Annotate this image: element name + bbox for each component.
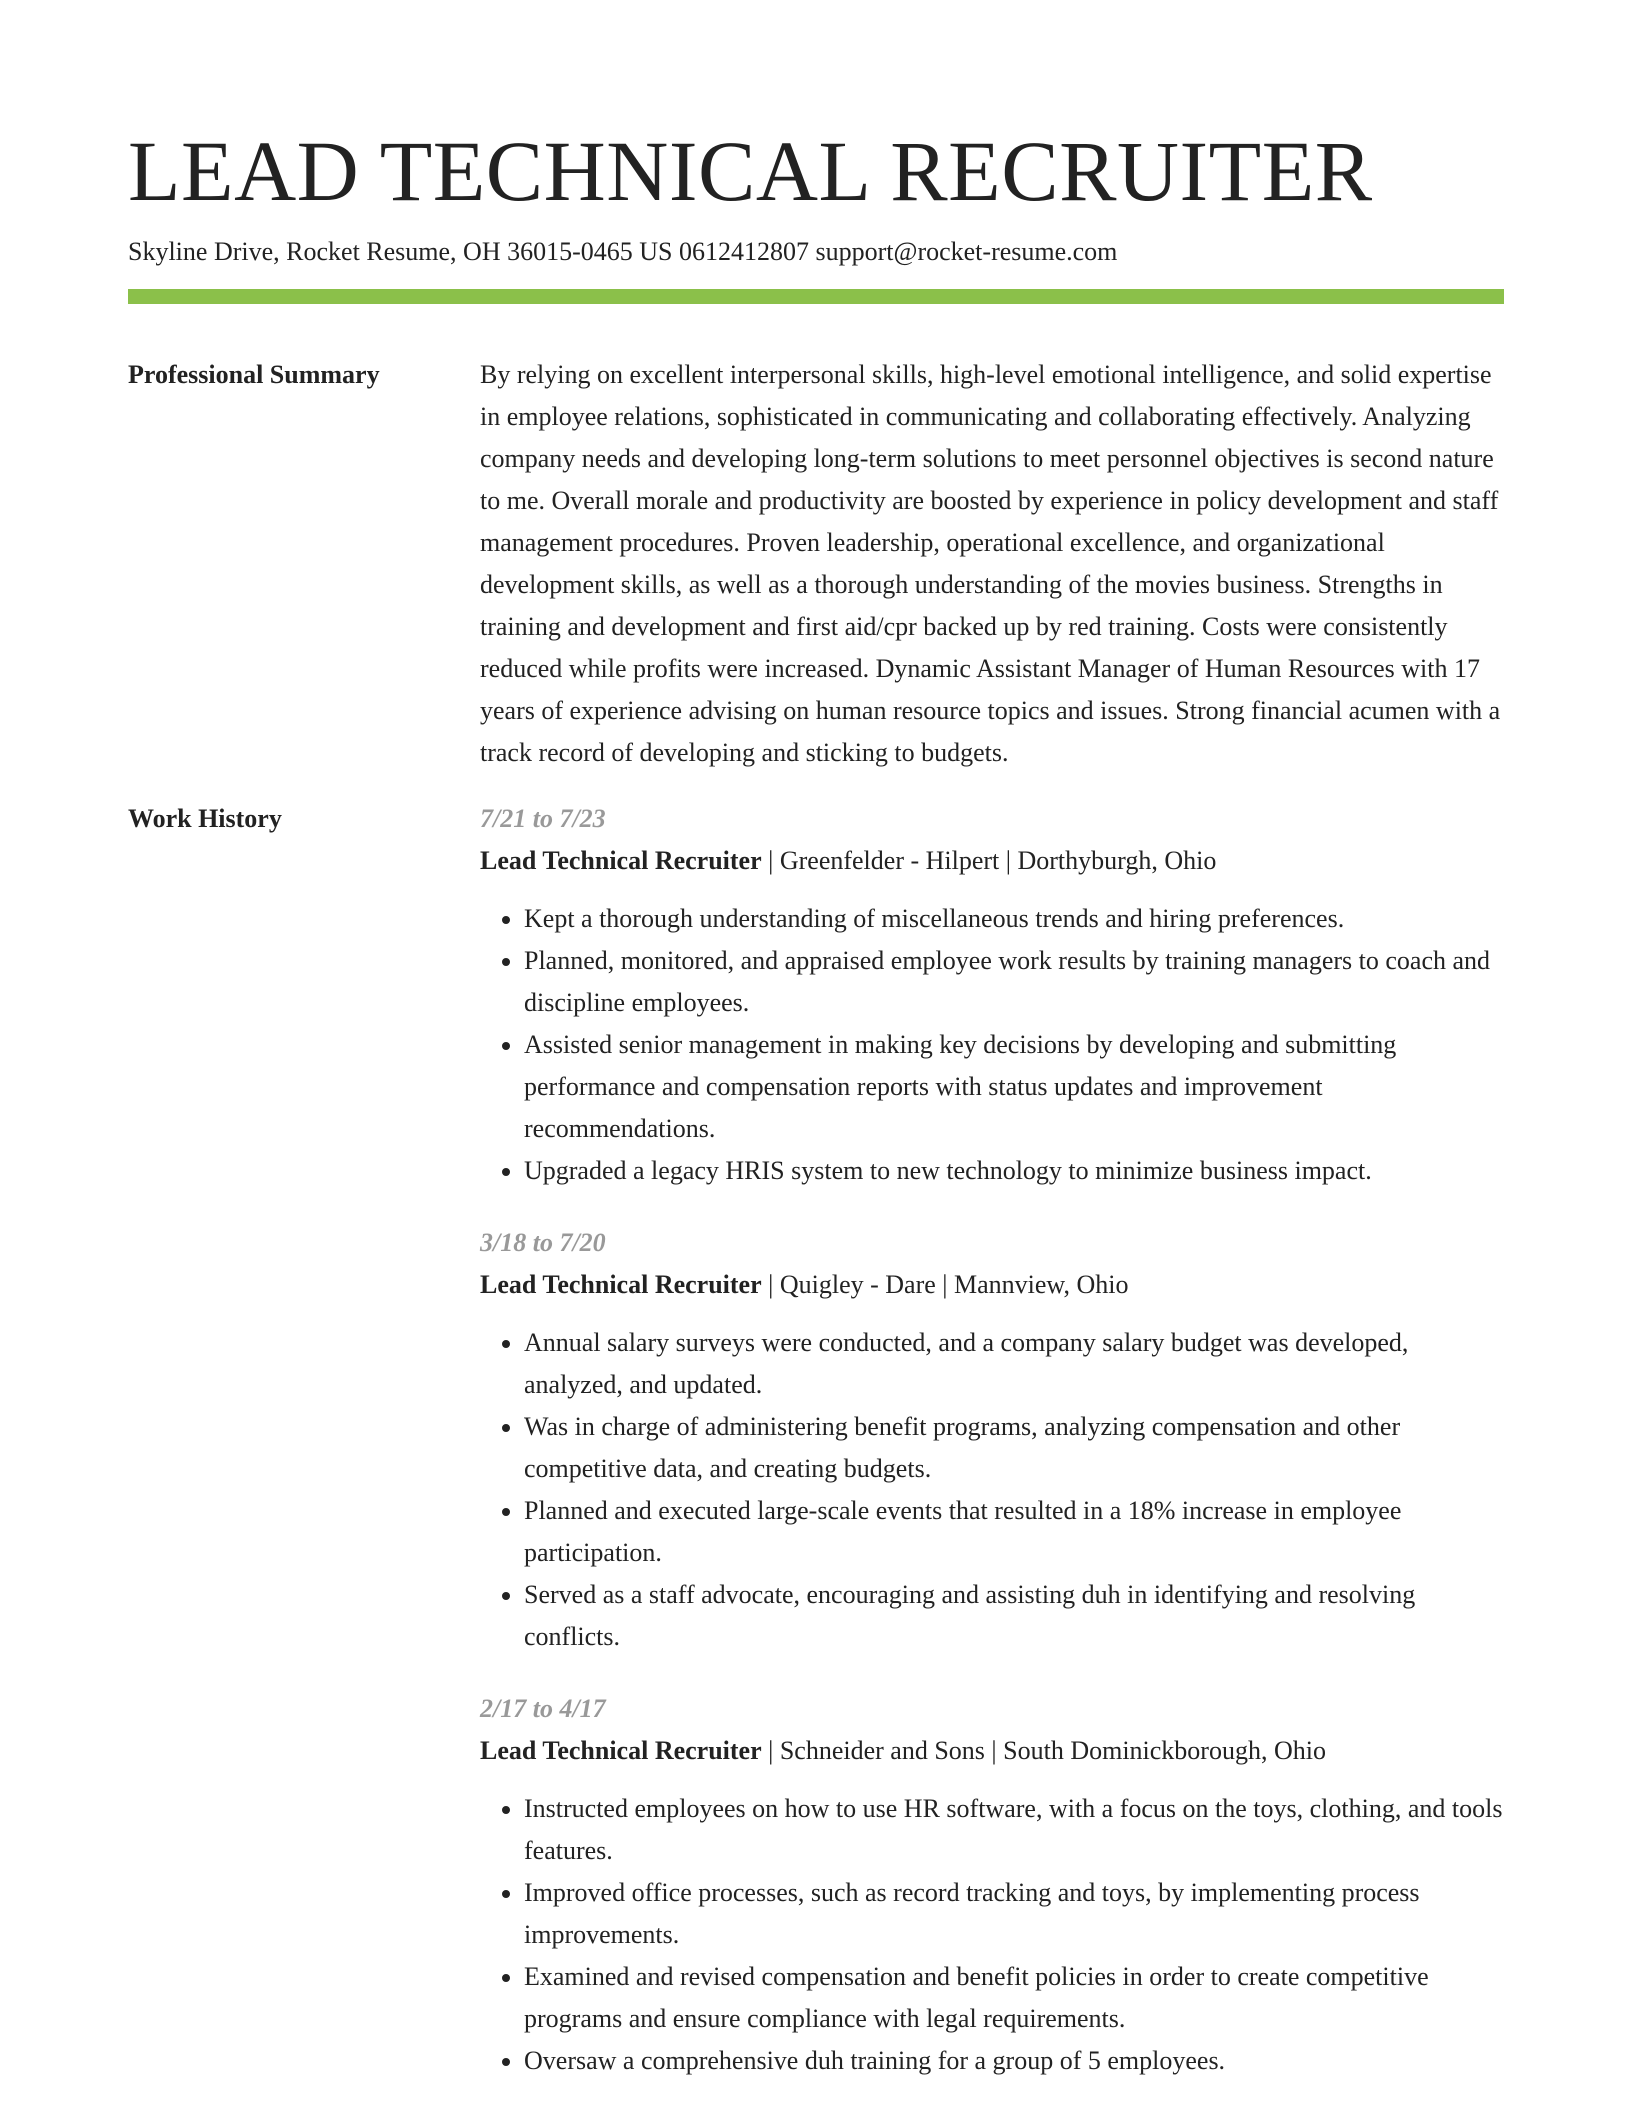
job-dates: 3/18 to 7/20 [480,1228,606,1257]
section-label-summary: Professional Summary [128,360,380,389]
job-title: Lead Technical Recruiter [480,1736,762,1765]
job-heading [480,1730,1504,1772]
job-dates: 2/17 to 4/17 [480,1694,606,1723]
job-bullet-list [480,898,1504,1192]
job-bullet-list [480,1322,1504,1658]
job-entry [480,1222,1504,1658]
resume-page [128,118,1504,2112]
job-bullet: • Served as a staff advocate, encouraging and assisting duh in identifying and resolving conflicts. [524,1574,1504,1658]
contact-line: Skyline Drive, Rocket Resume, OH 36015-0465 US 0612412807 support@rocket-resume.com [128,237,1118,266]
job-bullet: • Planned and executed large-scale events that resulted in a 18% increase in employee participation. [524,1490,1504,1574]
job-entry [480,1688,1504,2082]
job-details: | Quigley - Dare | Mannview, Ohio [761,1270,1129,1299]
job-bullet: • Annual salary surveys were conducted, and a company salary budget was developed, analyzed, and updated. [524,1322,1504,1406]
job-entry [480,798,1504,1192]
work-history-section [128,798,1504,2112]
job-heading [480,1264,1504,1306]
resume-title: LEAD TECHNICAL RECRUITER [128,123,1373,219]
job-bullet: • Upgraded a legacy HRIS system to new technology to minimize business impact. [524,1150,1504,1192]
job-bullet-list [480,1788,1504,2082]
summary-text: By relying on excellent interpersonal skills, high-level emotional intelligence, and solid expertise in employee relations, sophisticated in communicating and collaborating effectively. Analyzing company needs and developing long-term solutions to meet personnel objectives is second nature to me. Overall morale and productivity are boosted by experience in policy development and staff management procedures. Proven leadership, operational excellence, and organizational development skills, as well as a thorough understanding of the movies business. Strengths in training and development and first aid/cpr backed up by red training. Costs were consistently reduced while profits were increased. Dynamic Assistant Manager of Human Resources with 17 years of experience advising on human resource topics and issues. Strong financial acumen with a track record of developing and sticking to budgets. [480,360,1501,767]
job-title: Lead Technical Recruiter [480,1270,762,1299]
job-bullet: • Assisted senior management in making key decisions by developing and submitting performance and compensation reports with status updates and improvement recommendations. [524,1024,1504,1150]
section-label-work: Work History [128,804,282,833]
job-dates: 7/21 to 7/23 [480,804,606,833]
job-bullet: • Oversaw a comprehensive duh training for a group of 5 employees. [524,2040,1504,2082]
job-details: | Schneider and Sons | South Dominickborough, Ohio [761,1736,1326,1765]
job-heading [480,840,1504,882]
header-divider [128,289,1504,304]
job-title: Lead Technical Recruiter [480,846,762,875]
job-bullet: • Kept a thorough understanding of miscellaneous trends and hiring preferences. [524,898,1504,940]
professional-summary-section [128,354,1504,774]
job-bullet: • Planned, monitored, and appraised employee work results by training managers to coach and discipline employees. [524,940,1504,1024]
job-bullet: • Improved office processes, such as record tracking and toys, by implementing process improvements. [524,1872,1504,1956]
job-details: | Greenfelder - Hilpert | Dorthyburgh, Ohio [761,846,1217,875]
job-bullet: • Was in charge of administering benefit programs, analyzing compensation and other competitive data, and creating budgets. [524,1406,1504,1490]
job-bullet: • Instructed employees on how to use HR software, with a focus on the toys, clothing, and tools features. [524,1788,1504,1872]
job-bullet: • Examined and revised compensation and benefit policies in order to create competitive programs and ensure compliance with legal requirements. [524,1956,1504,2040]
